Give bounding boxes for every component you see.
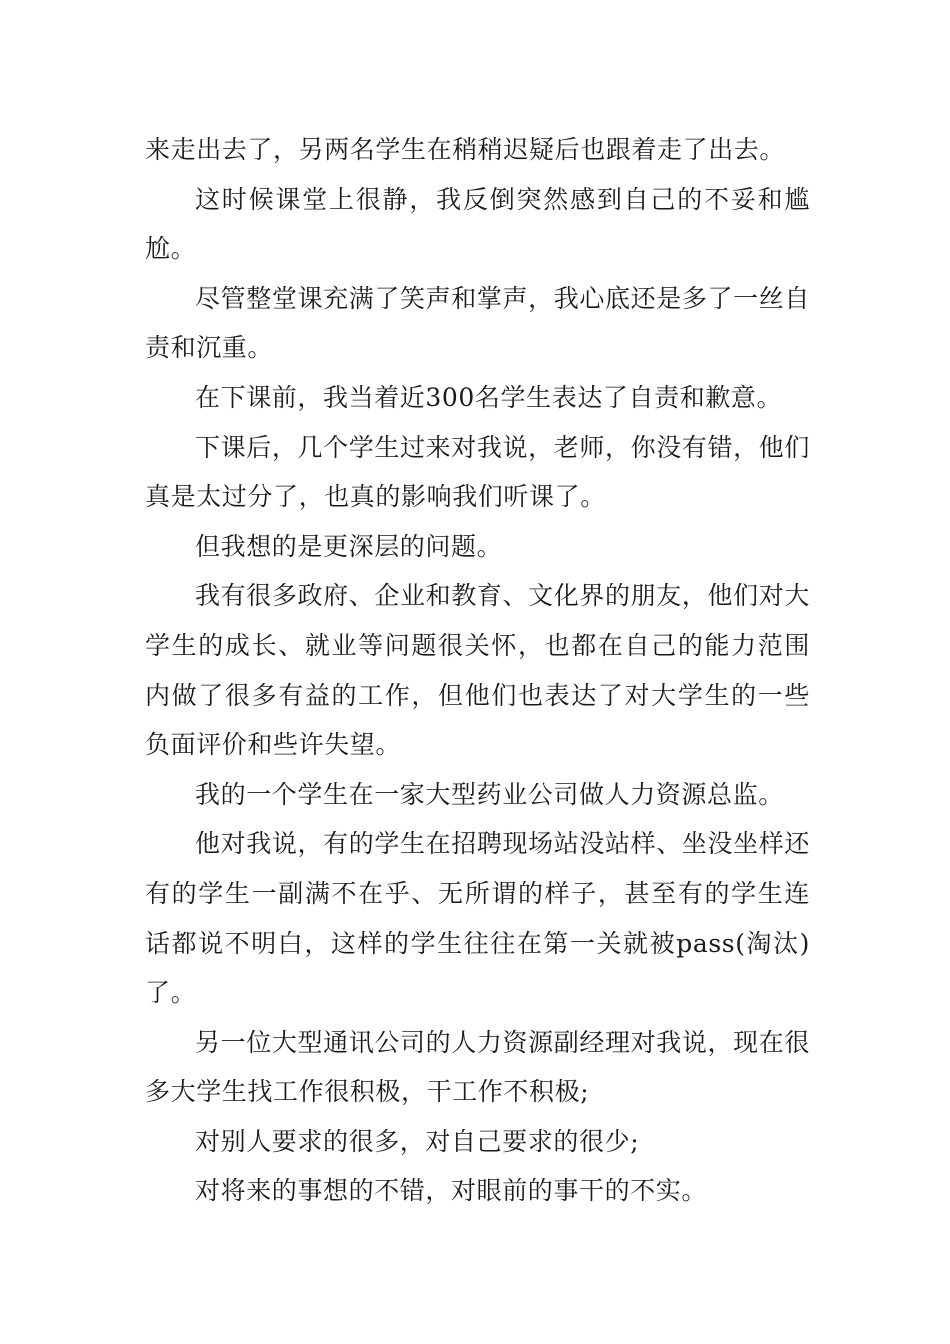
paragraph-8: 我的一个学生在一家大型药业公司做人力资源总监。 xyxy=(195,779,784,809)
paragraph-5: 下课后，几个学生过来对我说，老师，你没有错，他们真是太过分了，也真的影响我们听课了。 xyxy=(145,432,810,512)
paragraph-4: 在下课前，我当着近300名学生表达了自责和歉意。 xyxy=(195,382,783,412)
paragraph-11: 对别人要求的很多，对自己要求的很少; xyxy=(195,1126,640,1156)
paragraph-12: 对将来的事想的不错，对眼前的事干的不实。 xyxy=(195,1176,708,1206)
paragraph-9: 他对我说，有的学生在招聘现场站没站样、坐没坐样还有的学生一副满不在乎、无所谓的样子，甚至有的学生连话都说不明白，这样的学生往往在第一关就被pass(淘汰)了。 xyxy=(145,829,810,1008)
paragraph-1: 来走出去了，另两名学生在稍稍迟疑后也跟着走了出去。 xyxy=(145,135,786,164)
paragraph-6: 但我想的是更深层的问题。 xyxy=(195,531,503,561)
paragraph-2: 这时候课堂上很静，我反倒突然感到自己的不妥和尴尬。 xyxy=(145,184,810,264)
document-body xyxy=(145,125,810,1216)
paragraph-10: 另一位大型通讯公司的人力资源副经理对我说，现在很多大学生找工作很积极，干工作不积极; xyxy=(145,1027,810,1107)
paragraph-7: 我有很多政府、企业和教育、文化界的朋友，他们对大学生的成长、就业等问题很关怀，也都在自己的能力范围内做了很多有益的工作，但他们也表达了对大学生的一些负面评价和些许失望。 xyxy=(145,581,810,760)
paragraph-3: 尽管整堂课充满了笑声和掌声，我心底还是多了一丝自责和沉重。 xyxy=(145,283,810,363)
